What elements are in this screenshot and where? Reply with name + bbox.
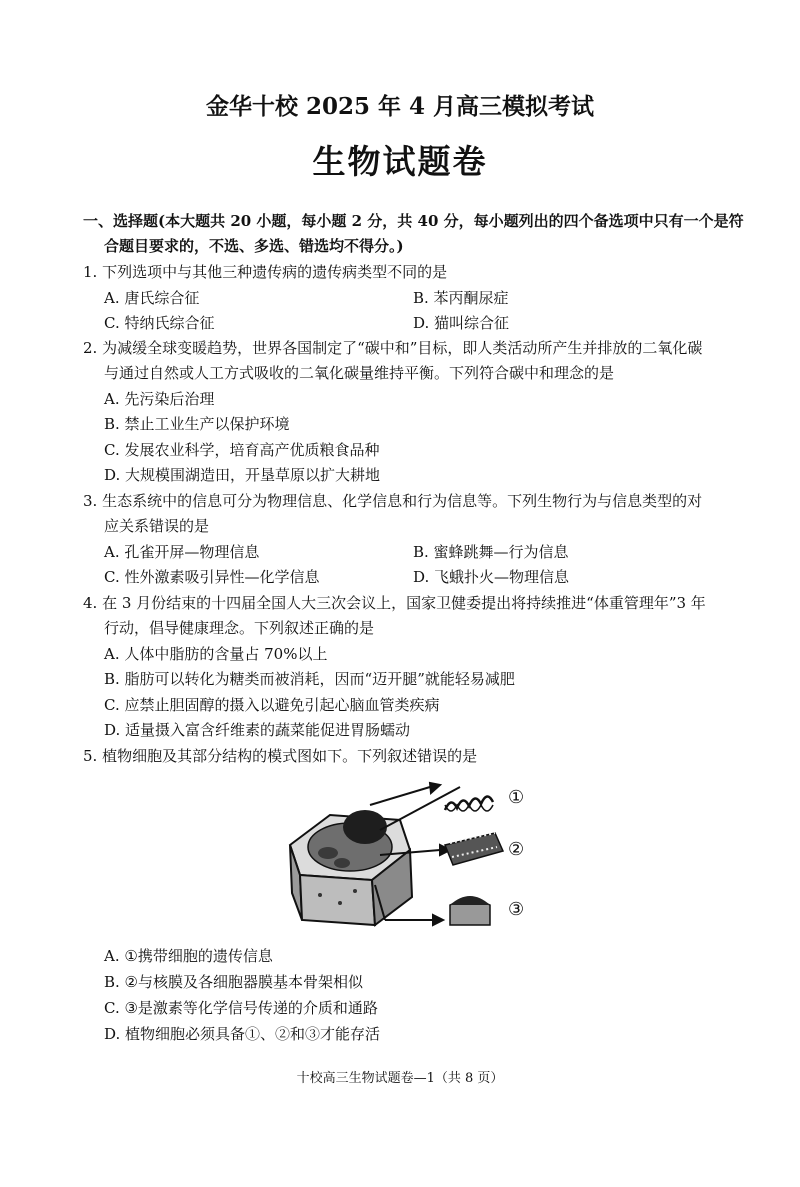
page-footer: 十校高三生物试题卷—1（共 8 页） — [296, 1071, 504, 1086]
question-3-stem-line2: 应关系错误的是 — [104, 517, 210, 535]
question-1-option-d: D. 猫叫综合征 — [413, 314, 510, 332]
question-4-option-d: D. 适量摄入富含纤维素的蔬菜能促进胃肠蠕动 — [104, 721, 411, 739]
question-4-stem-line2: 行动，倡导健康理念。下列叙述正确的是 — [104, 619, 375, 637]
question-5-option-c: C. ③是激素等化学信号传递的介质和通路 — [104, 999, 378, 1017]
label-3: ③ — [508, 899, 525, 920]
question-1-option-b: B. 苯丙酮尿症 — [413, 289, 509, 307]
question-2-option-a: A. 先污染后治理 — [104, 390, 215, 408]
question-5-option-a: A. ①携带细胞的遗传信息 — [104, 947, 273, 965]
plant-cell-image — [290, 810, 412, 925]
question-5-stem: 5. 植物细胞及其部分结构的模式图如下。下列叙述错误的是 — [83, 747, 478, 765]
question-2-stem-line2: 与通过自然或人工方式吸收的二氧化碳量维持平衡。下列符合碳中和理念的是 — [104, 364, 615, 382]
question-3-option-d: D. 飞蛾扑火—物理信息 — [413, 568, 570, 586]
question-4-stem-line1: 4. 在 3 月份结束的十四届全国人大三次会议上，国家卫健委提出将持续推进“体重管理年”3 年 — [83, 594, 706, 612]
label-1: ① — [508, 787, 525, 808]
section-instruction-line2: 合题目要求的，不选、多选、错选均不得分。) — [104, 237, 404, 255]
question-2-stem-line1: 2. 为减缓全球变暖趋势，世界各国制定了“碳中和”目标，即人类活动所产生并排放的二氧化碳 — [83, 339, 703, 357]
question-1-stem: 1. 下列选项中与其他三种遗传病的遗传病类型不同的是 — [83, 263, 448, 281]
cell-wall-icon — [450, 896, 490, 925]
exam-title: 金华十校 2025 年 4 月高三模拟考试 — [205, 93, 595, 120]
label-2: ② — [508, 839, 525, 860]
question-5-option-d: D. 植物细胞必须具备①、②和③才能存活 — [104, 1025, 381, 1043]
plant-cell-diagram — [280, 775, 540, 940]
question-2-option-d: D. 大规模围湖造田，开垦草原以扩大耕地 — [104, 466, 381, 484]
question-1-option-c: C. 特纳氏综合征 — [104, 314, 215, 332]
question-2-option-b: B. 禁止工业生产以保护环境 — [104, 415, 290, 433]
question-4-option-b: B. 脂肪可以转化为糖类而被消耗，因而“迈开腿”就能轻易减肥 — [104, 670, 515, 688]
question-3-option-a: A. 孔雀开屏—物理信息 — [104, 543, 260, 561]
question-5-option-b: B. ②与核膜及各细胞器膜基本骨架相似 — [104, 973, 364, 991]
dna-structure-icon — [445, 796, 493, 811]
cell-membrane-icon — [445, 833, 503, 865]
question-4-option-c: C. 应禁止胆固醇的摄入以避免引起心脑血管类疾病 — [104, 696, 440, 714]
question-2-option-c: C. 发展农业科学，培育高产优质粮食品种 — [104, 441, 380, 459]
question-3-option-b: B. 蜜蜂跳舞—行为信息 — [413, 543, 569, 561]
question-1-option-a: A. 唐氏综合征 — [104, 289, 200, 307]
exam-subtitle: 生物试题卷 — [312, 142, 488, 181]
question-4-option-a: A. 人体中脂肪的含量占 70%以上 — [104, 645, 328, 663]
question-3-stem-line1: 3. 生态系统中的信息可分为物理信息、化学信息和行为信息等。下列生物行为与信息类型的对 — [83, 492, 703, 510]
section-instruction-line1: 一、选择题(本大题共 20 小题，每小题 2 分，共 40 分，每小题列出的四个备选项中只有一个是符 — [83, 212, 744, 230]
question-3-option-c: C. 性外激素吸引异性—化学信息 — [104, 568, 320, 586]
